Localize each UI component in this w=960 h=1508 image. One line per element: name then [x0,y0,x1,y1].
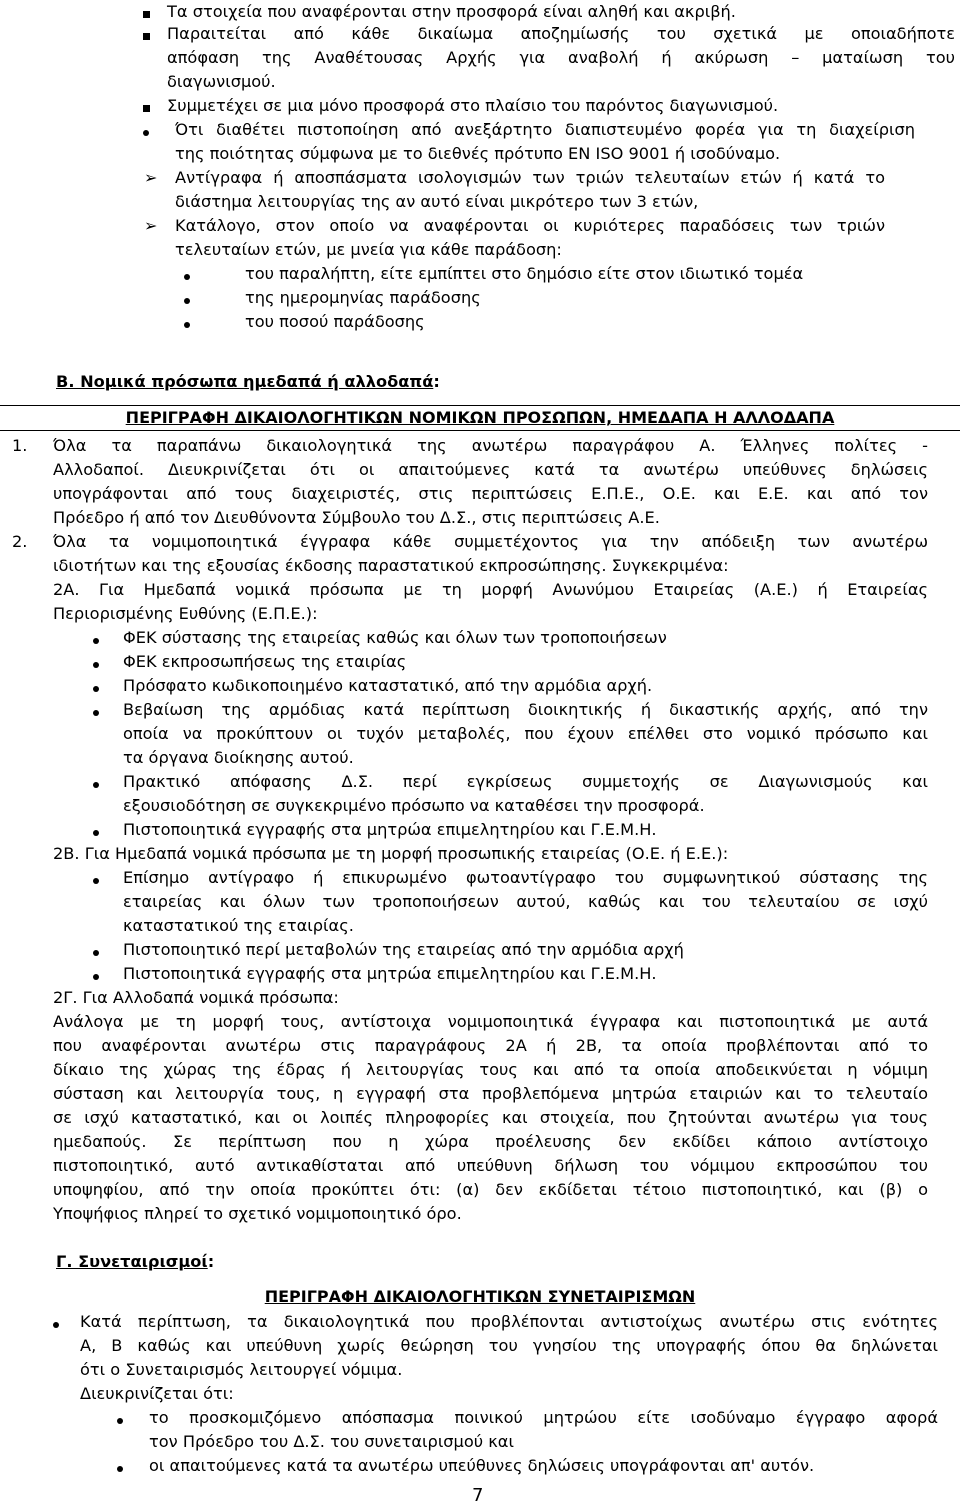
round-bullet-icon [93,699,99,723]
bullet-text: οποία να προκύπτουν οι τυχόν μεταβολές, που έχουν επέλθει στο νομικό πρόσωπο και [123,724,928,743]
paragraph-line: δίκαιο της χώρας της έδρας ή λειτουργίας τους και από τα οποία αποδεικνύεται η νόμιμη [53,1060,928,1079]
paragraph-line: 2Α. Για Ημεδαπά νομικά πρόσωπα με τη μορφή Ανωνύμου Εταιρείας (Α.Ε.) ή Εταιρείας [53,580,928,599]
round-bullet-icon [143,119,149,143]
paragraph-line: Ανάλογα με τη μορφή τους, αντίστοιχα νομιμοποιητικά έγγραφα και πιστοποιητικά με αυτά [53,1012,928,1031]
sub-bullet-text: του ποσού παράδοσης [245,312,425,331]
bullet-text: καταστατικού της εταιρίας. [123,916,354,935]
round-bullet-icon [93,771,99,795]
bullet-text: διάστημα λειτουργίας της αν αυτό είναι μικρότερο των 3 ετών, [175,192,699,211]
bullet-text: της ποιότητας σύμφωνα με το διεθνές πρότυπο EN ISO 9001 ή ισοδύναμο. [175,144,781,163]
bullet-text: Πιστοποιητικό περί μεταβολών της εταιρείας από την αρμόδια αρχή [123,940,684,959]
bullet-text: ΦΕΚ σύστασης της εταιρείας καθώς και όλων των τροποποιήσεων [123,628,667,647]
bullet-text: Παραιτείται από κάθε δικαίωμα αποζημίωσής του σχετικά με οποιαδήποτε [167,24,955,43]
item-number: 1. [12,436,28,455]
bullet-text: Ότι διαθέτει πιστοποίηση από ανεξάρτητο διαπιστευμένο φορέα για τη διαχείριση [175,120,915,139]
round-bullet-icon [93,867,99,891]
bullet-text: το προσκομιζόμενο απόσπασμα ποινικού μητρώου είτε ισοδύναμο έγγραφο αφορά [149,1408,938,1427]
square-bullet-icon [143,1,150,25]
header-rule [0,405,960,406]
bullet-text: Πρόσφατο κωδικοποιημένο καταστατικό, από την αρμόδια αρχή. [123,676,653,695]
bullet-text: τελευταίων ετών, με μνεία για κάθε παράδοση: [175,240,562,259]
bullet-text: εταιρείας και όλων των τροποποιήσεων αυτού, καθώς και του τελευταίου σε ισχύ [123,892,928,911]
section-header: ΠΕΡΙΓΡΑΦΗ ΔΙΚΑΙΟΛΟΓΗΤΙΚΩΝ ΝΟΜΙΚΩΝ ΠΡΟΣΩΠΩΝ, ΗΜΕΔΑΠΑ Η ΑΛΛΟΔΑΠΑ [125,408,835,427]
paragraph-line: Διευκρινίζεται ότι: [80,1384,234,1403]
paragraph-line: σε ισχύ καταστατικό, και οι λοιπές πληροφορίες και στοιχεία, που ζητούνται ανωτέρω για τους [53,1108,928,1127]
sub-bullet-text: της ημερομηνίας παράδοσης [245,288,481,307]
paragraph-line: υποψηφίου, από την οποία προκύπτει ότι: (α) δεν εκδίδεται τέτοιο πιστοποιητικό, και (β) ο [53,1180,928,1199]
bullet-text: τα όργανα διοίκησης αυτού. [123,748,354,767]
bullet-text: Κατάλογο, στον οποίο να αναφέρονται οι κυριότερες παραδόσεις των τριών [175,216,885,235]
bullet-text: Πρακτικό απόφασης Δ.Σ. περί εγκρίσεως συμμετοχής σε Διαγωνισμούς και [123,772,928,791]
round-bullet-icon [93,675,99,699]
paragraph-line: που αναφέρονται ανωτέρω στις παραγράφους 2Α ή 2Β, τα οποία προβλέπονται από το [53,1036,928,1055]
arrow-bullet-icon: ➢ [144,216,158,235]
round-bullet-icon [93,939,99,963]
sub-bullet-text: του παραλήπτη, είτε εμπίπτει στο δημόσιο είτε στον ιδιωτικό τομέα [245,264,804,283]
square-bullet-icon [143,23,150,47]
paragraph-line: Α, Β καθώς και υπεύθυνη χωρίς θεώρηση του γνησίου της υπογραφής όπου θα δηλώνεται [80,1336,938,1355]
bullet-text: Πιστοποιητικά εγγραφής στα μητρώα επιμελητηρίου και Γ.Ε.Μ.Η. [123,820,657,839]
bullet-text: Επίσημο αντίγραφο ή επικυρωμένο φωτοαντίγραφο του συμφωνητικού σύστασης της [123,868,928,887]
paragraph-line: 2Γ. Για Αλλοδαπά νομικά πρόσωπα: [53,988,339,1007]
bullet-text: τον Πρόεδρο του Δ.Σ. του συνεταιρισμού και [149,1432,514,1451]
page-number: 7 [472,1485,484,1506]
round-bullet-icon [93,627,99,651]
paragraph-line: ημεδαπούς. Σε περίπτωση που η χώρα προέλευσης δεν εκδίδει κάποιο αντίστοιχο [53,1132,928,1151]
paragraph-line: Όλα τα νομιμοποιητικά έγγραφα κάθε συμμετέχοντος για την απόδειξη των ανωτέρω [53,532,928,551]
round-bullet-icon [184,311,190,335]
round-bullet-icon [93,651,99,675]
paragraph-line: ότι ο Συνεταιρισμός λειτουργεί νόμιμα. [80,1360,403,1379]
section-title: Β. Νομικά πρόσωπα ημεδαπά ή αλλοδαπά: [56,372,440,391]
bullet-text: οι απαιτούμενες κατά τα ανωτέρω υπεύθυνες δηλώσεις υπογράφονται απ' αυτόν. [149,1456,815,1475]
round-bullet-icon [184,287,190,311]
section-header: ΠΕΡΙΓΡΑΦΗ ΔΙΚΑΙΟΛΟΓΗΤΙΚΩΝ ΣΥΝΕΤΑΙΡΙΣΜΩΝ [264,1287,696,1306]
bullet-text: Τα στοιχεία που αναφέρονται στην προσφορά είναι αληθή και ακριβή. [167,2,736,21]
round-bullet-icon [93,819,99,843]
arrow-bullet-icon: ➢ [144,168,158,187]
paragraph-line: πιστοποιητικό, αυτό αντικαθίσταται από υπεύθυνη δήλωση του νόμιμου εκπροσώπου του [53,1156,928,1175]
round-bullet-icon [53,1311,59,1335]
section-title: Γ. Συνεταιρισμοί: [56,1252,215,1271]
paragraph-line: 2Β. Για Ημεδαπά νομικά πρόσωπα με τη μορφή προσωπικής εταιρείας (Ο.Ε. ή Ε.Ε.): [53,844,729,863]
bullet-text: Συμμετέχει σε μια μόνο προσφορά στο πλαίσιο του παρόντος διαγωνισμού. [167,96,779,115]
bullet-text: απόφαση της Αναθέτουσας Αρχής για αναβολή ή ακύρωση – ματαίωση του [167,48,955,67]
paragraph-line: Περιορισμένης Ευθύνης (Ε.Π.Ε.): [53,604,318,623]
bullet-text: ΦΕΚ εκπροσωπήσεως της εταιρίας [123,652,407,671]
round-bullet-icon [93,963,99,987]
paragraph-line: Υποψήφιος πληρεί το σχετικό νομιμοποιητικό όρο. [53,1204,462,1223]
paragraph-line: Πρόεδρο ή από τον Διευθύνοντα Σύμβουλο του Δ.Σ., στις περιπτώσεις Α.Ε. [53,508,660,527]
bullet-text: Πιστοποιητικά εγγραφής στα μητρώα επιμελητηρίου και Γ.Ε.Μ.Η. [123,964,657,983]
bullet-text: διαγωνισμού. [167,72,276,91]
round-bullet-icon [117,1455,123,1479]
bullet-text: Αντίγραφα ή αποσπάσματα ισολογισμών των τριών τελευταίων ετών ή κατά το [175,168,885,187]
bullet-text: εξουσιοδότηση σε συγκεκριμένο πρόσωπο να καταθέσει την προσφορά. [123,796,705,815]
paragraph-line: Κατά περίπτωση, τα δικαιολογητικά που προβλέπονται αντιστοίχως ανωτέρω στις ενότητες [80,1312,938,1331]
paragraph-line: Αλλοδαποί. Διευκρινίζεται ότι οι απαιτούμενες κατά τα ανωτέρω υπεύθυνες δηλώσεις [53,460,928,479]
square-bullet-icon [143,95,150,119]
header-rule [0,430,960,431]
paragraph-line: υπογράφονται από τους διαχειριστές, στις περιπτώσεις Ε.Π.Ε., Ο.Ε. και Ε.Ε. και από τον [53,484,928,503]
item-number: 2. [12,532,28,551]
bullet-text: Βεβαίωση της αρμόδιας κατά περίπτωση διοικητικής ή δικαστικής αρχής, από την [123,700,928,719]
paragraph-line: Όλα τα παραπάνω δικαιολογητικά της ανωτέρω παραγράφου Α. Έλληνες πολίτες - [53,436,928,455]
paragraph-line: ιδιοτήτων και της εξουσίας έκδοσης παραστατικού εκπροσώπησης. Συγκεκριμένα: [53,556,729,575]
paragraph-line: σύσταση και λειτουργία τους, η εγγραφή στα προβλεπόμενα μητρώα εταιριών και το τελευταίο [53,1084,928,1103]
round-bullet-icon [184,263,190,287]
round-bullet-icon [117,1407,123,1431]
